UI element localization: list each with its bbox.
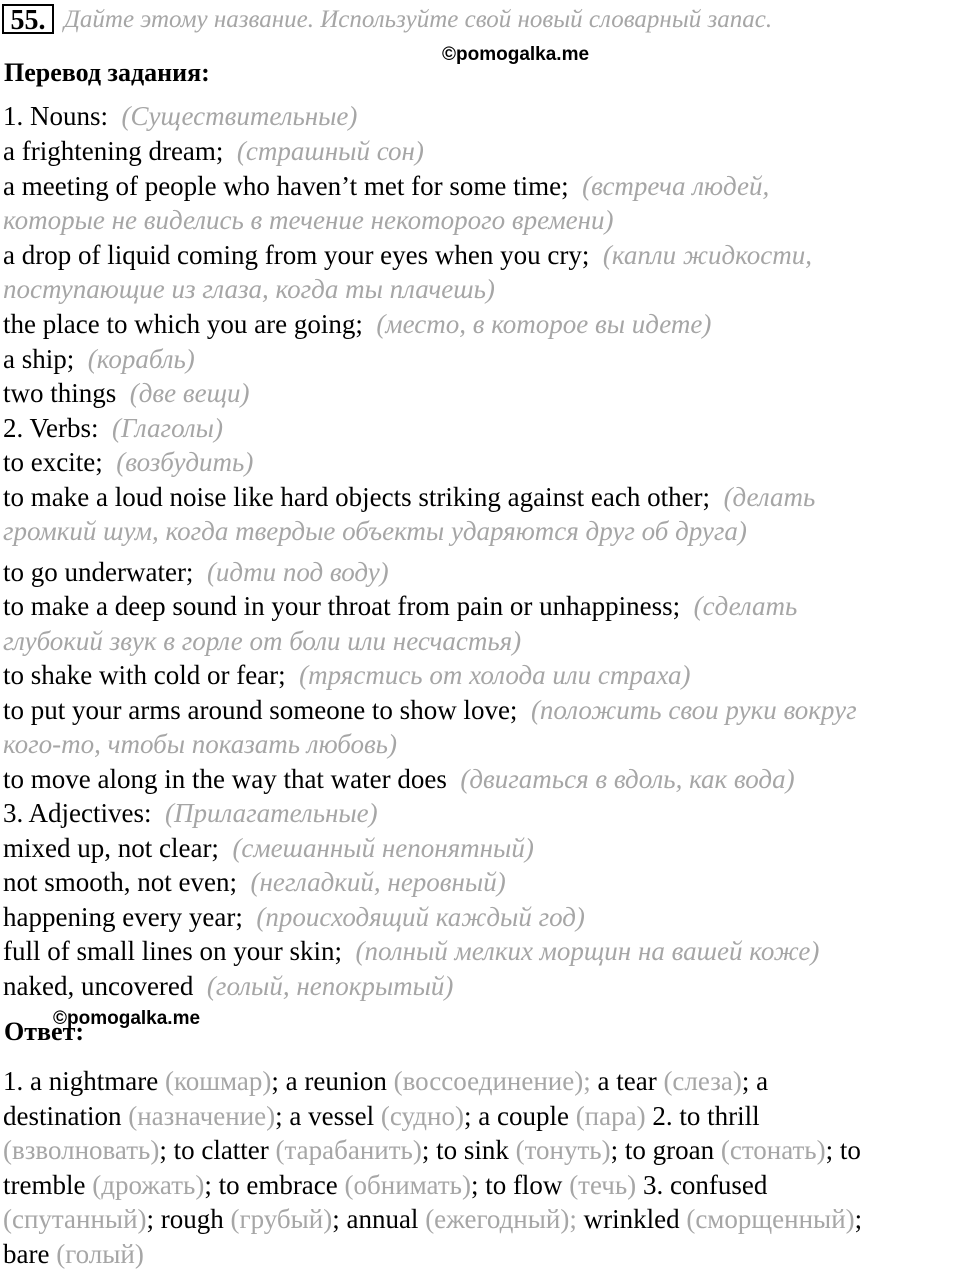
- english-text: naked, uncovered: [3, 971, 194, 1001]
- russian-translation: (негладкий, неровный): [250, 867, 506, 897]
- english-text: to make a deep sound in your throat from pain or unhappiness;: [3, 591, 681, 621]
- answer-text: wrinkled: [576, 1204, 687, 1234]
- answer-text: 1. a nightmare: [3, 1066, 165, 1096]
- translation-line: [3, 729, 397, 759]
- russian-translation: (Прилагательные): [164, 798, 378, 828]
- answer-translation: (воссоединение);: [393, 1066, 591, 1096]
- answer-translation: (судно): [380, 1101, 464, 1131]
- english-text: not smooth, not even;: [3, 867, 237, 897]
- english-text: to go underwater;: [3, 557, 194, 587]
- answer-text: 2. to thrill: [645, 1101, 760, 1131]
- translation-line: [3, 833, 534, 863]
- translation-line: [3, 798, 378, 828]
- russian-translation: (капли жидкости,: [602, 240, 812, 270]
- answer-translation: (ежегодный);: [425, 1204, 577, 1234]
- answer-line: [3, 1204, 862, 1234]
- english-text: happening every year;: [3, 902, 243, 932]
- translation-line: [3, 240, 812, 270]
- answer-text: 3. confused: [636, 1170, 768, 1200]
- answer-text: ; to embrace: [204, 1170, 345, 1200]
- russian-translation: (голый, непокрытый): [206, 971, 454, 1001]
- translation-line: [3, 101, 357, 131]
- answer-text: ; a reunion: [271, 1066, 394, 1096]
- answer-line: [3, 1170, 767, 1200]
- answer-translation: (грубый): [230, 1204, 333, 1234]
- watermark-top: ©pomogalka.me: [442, 44, 590, 65]
- answer-text: bare: [3, 1239, 57, 1269]
- translation-line: [3, 378, 249, 408]
- english-text: to put your arms around someone to show love;: [3, 695, 518, 725]
- english-text: 1. Nouns:: [3, 101, 109, 131]
- answer-text: ; to clatter: [159, 1135, 276, 1165]
- translation-line: [3, 936, 819, 966]
- translation-line: [3, 136, 424, 166]
- answer-heading: Ответ:: [4, 1017, 85, 1046]
- answer-translation: (кошмар): [164, 1066, 272, 1096]
- answer-line: [3, 1239, 144, 1269]
- answer-translation: (голый): [56, 1239, 144, 1269]
- russian-translation: (встреча людей,: [582, 171, 770, 201]
- english-text: 2. Verbs:: [3, 413, 99, 443]
- russian-translation: (страшный сон): [236, 136, 424, 166]
- answer-translation: (тарабанить): [275, 1135, 422, 1165]
- exercise-number: 55.: [2, 4, 54, 34]
- english-text: to excite;: [3, 447, 103, 477]
- answer-translation: (назначение): [128, 1101, 276, 1131]
- russian-translation: (место, в которое вы идете): [376, 309, 712, 339]
- translation-line: [3, 626, 521, 656]
- answer-translation: (сморщенный): [686, 1204, 855, 1234]
- answer-text: ;: [854, 1204, 863, 1234]
- answer-text: ; to sink: [421, 1135, 516, 1165]
- russian-translation: (корабль): [87, 344, 195, 374]
- answer-text: ; a vessel: [275, 1101, 381, 1131]
- russian-translation: (положить свои руки вокруг: [530, 695, 857, 725]
- translation-line: [3, 171, 769, 201]
- answer-translation: (взволновать): [3, 1135, 160, 1165]
- russian-translation: (полный мелких морщин на вашей коже): [355, 936, 820, 966]
- russian-translation: (две вещи): [129, 378, 250, 408]
- answer-text: a tear: [590, 1066, 664, 1096]
- english-text: 3. Adjectives:: [3, 798, 152, 828]
- translation-line: [3, 447, 253, 477]
- russian-translation: (Глаголы): [112, 413, 223, 443]
- answer-translation: (обнимать): [344, 1170, 471, 1200]
- translation-line: [3, 557, 389, 587]
- english-text: the place to which you are going;: [3, 309, 363, 339]
- answer-translation: (дрожать): [92, 1170, 205, 1200]
- english-text: a frightening dream;: [3, 136, 224, 166]
- russian-translation: (идти под воду): [206, 557, 389, 587]
- russian-translation: (возбудить): [116, 447, 254, 477]
- answer-text: tremble: [3, 1170, 93, 1200]
- russian-translation: громкий шум, когда твердые объекты ударяются друг об друга): [3, 516, 747, 546]
- english-text: to make a loud noise like hard objects striking against each other;: [3, 482, 711, 512]
- answer-text: ; rough: [146, 1204, 231, 1234]
- translation-line: [3, 695, 857, 725]
- english-text: a ship;: [3, 344, 75, 374]
- russian-translation: которые не виделись в течение некоторого времени): [3, 205, 614, 235]
- russian-translation: (двигаться в вдоль, как вода): [460, 764, 795, 794]
- translation-line: [3, 413, 223, 443]
- answer-line: [3, 1135, 861, 1165]
- answer-line: [3, 1101, 760, 1131]
- answer-text: destination: [3, 1101, 129, 1131]
- answer-translation: (слеза): [663, 1066, 742, 1096]
- translation-line: [3, 516, 747, 546]
- task-text: Дайте этому название. Используйте свой новый словарный запас.: [64, 6, 773, 33]
- translation-line: [3, 309, 711, 339]
- watermark-answer: ©pomogalka.me: [53, 1008, 201, 1029]
- answer-text: ; to groan: [610, 1135, 721, 1165]
- russian-translation: (смешанный непонятный): [232, 833, 534, 863]
- english-text: two things: [3, 378, 117, 408]
- english-text: to move along in the way that water does: [3, 764, 447, 794]
- russian-translation: глубокий звук в горле от боли или несчастья): [3, 626, 522, 656]
- translation-line: [3, 867, 506, 897]
- russian-translation: кого-то, чтобы показать любовь): [3, 729, 397, 759]
- translation-line: [3, 764, 795, 794]
- english-text: a meeting of people who haven’t met for some time;: [3, 171, 569, 201]
- russian-translation: (делать: [723, 482, 816, 512]
- russian-translation: (трястись от холода или страха): [299, 660, 691, 690]
- russian-translation: (происходящий каждый год): [256, 902, 585, 932]
- translation-line: [3, 344, 195, 374]
- answer-text: ; a: [741, 1066, 769, 1096]
- translation-heading: Перевод задания:: [4, 58, 210, 87]
- english-text: to shake with cold or fear;: [3, 660, 286, 690]
- answer-text: ; annual: [332, 1204, 426, 1234]
- answer-text: ; to flow: [470, 1170, 570, 1200]
- answer-translation: (спутанный): [3, 1204, 147, 1234]
- english-text: mixed up, not clear;: [3, 833, 219, 863]
- answer-translation: (течь): [569, 1170, 637, 1200]
- answer-translation: (стонать): [720, 1135, 826, 1165]
- russian-translation: (сделать: [693, 591, 798, 621]
- answer-line: [3, 1066, 768, 1096]
- translation-line: [3, 482, 815, 512]
- translation-line: [3, 274, 495, 304]
- translation-line: [3, 591, 797, 621]
- translation-line: [3, 971, 453, 1001]
- answer-translation: (пара): [575, 1101, 646, 1131]
- answer-translation: (тонуть): [515, 1135, 611, 1165]
- answer-text: ; a couple: [463, 1101, 576, 1131]
- russian-translation: (Существительные): [121, 101, 358, 131]
- translation-line: [3, 205, 614, 235]
- answer-text: ; to: [825, 1135, 861, 1165]
- russian-translation: поступающие из глаза, когда ты плачешь): [3, 274, 495, 304]
- english-text: a drop of liquid coming from your eyes when you cry;: [3, 240, 590, 270]
- english-text: full of small lines on your skin;: [3, 936, 342, 966]
- translation-line: [3, 902, 585, 932]
- translation-line: [3, 660, 691, 690]
